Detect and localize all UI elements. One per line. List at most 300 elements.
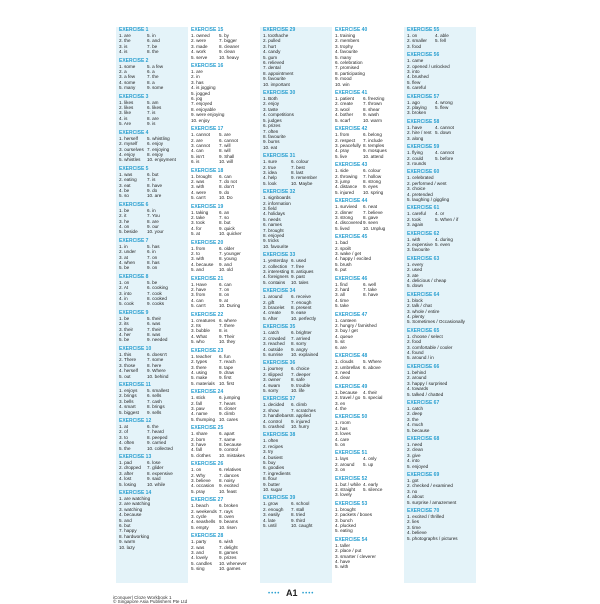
answer-item: 8. participating	[335, 70, 365, 76]
answer-item: 8. antiques	[291, 269, 314, 275]
answer-item: 4. only	[363, 456, 377, 462]
answer-item: 1. on	[119, 279, 130, 285]
answer-item: 3. buy / get	[335, 328, 358, 334]
answer-item: 4. fall	[191, 447, 202, 453]
exercise-title: EXERCISE 8	[119, 273, 149, 280]
answer-item: 9. on	[147, 265, 158, 271]
answer-item: 4. holidays	[263, 211, 285, 217]
answer-item: 5. take	[335, 303, 349, 309]
exercise-title: EXERCISE 35	[263, 324, 296, 331]
answer-item: 4. happy / excited	[335, 256, 372, 262]
answer-item: 3. after	[119, 470, 134, 476]
answer-item: 7. arrived	[291, 335, 311, 341]
answer-item: 6. relieved	[263, 60, 285, 66]
answer-row	[335, 118, 404, 123]
exercise-block	[119, 202, 188, 235]
answer-item: 3. loves	[335, 431, 351, 437]
answer-item: 3. from	[191, 292, 206, 298]
answer-item: 8. cooked	[147, 296, 167, 302]
answer-item: 2. spoilt	[335, 245, 351, 251]
answer-item: 10. lazy	[119, 544, 135, 550]
answer-item: 5. surprise / amazement	[407, 499, 457, 505]
exercise-title: EXERCISE 48	[335, 353, 368, 360]
answer-item: 5. crashed	[263, 423, 285, 429]
answer-item: 2. dinner	[335, 209, 353, 215]
answer-item: 8. enjoyed	[263, 233, 285, 238]
answer-item: 7. cash	[147, 398, 162, 404]
answer-item: 1. Both	[263, 96, 278, 102]
answer-item: 8. expensive	[147, 470, 173, 476]
answer-item: 9. carried	[147, 440, 167, 446]
answer-item: 5. look	[263, 180, 277, 186]
answer-item: 3. is	[119, 43, 128, 49]
answer-item: 2. respect	[335, 137, 356, 143]
answer-item: 1. owned	[191, 33, 210, 38]
answer-item: 8. young	[219, 256, 237, 262]
exercise-title: EXERCISE 42	[335, 126, 368, 133]
exercise-block	[407, 231, 476, 253]
answer-item: 10. Maybe	[291, 180, 313, 186]
answer-item: 2. was	[191, 544, 205, 550]
answer-item: 3. favourite	[407, 247, 430, 253]
answer-row	[407, 500, 476, 505]
answer-item: 7. is	[147, 177, 156, 183]
answer-item: 5. whistling	[147, 135, 170, 141]
answer-item: 4. delicious / cheap	[407, 278, 447, 283]
answer-item: 4. on	[119, 223, 130, 229]
answer-column	[260, 27, 332, 583]
answer-item: 2. weekends	[191, 508, 217, 514]
answer-item: 5. cook	[119, 301, 134, 307]
answer-item: 7. enjoying	[147, 146, 170, 152]
exercise-block	[407, 205, 476, 227]
answer-item: 1. side	[335, 168, 349, 174]
answer-item: 5. the	[119, 445, 131, 451]
answer-item: 5. sing	[191, 566, 205, 572]
answer-item: 10. Unplug	[363, 225, 386, 231]
answer-item: 1. choose / select	[407, 333, 443, 339]
answer-item: 6. enjoy	[147, 141, 164, 147]
exercise-title: EXERCISE 5	[119, 165, 149, 172]
answer-item: 3. bracelet	[263, 305, 285, 311]
exercise-title: EXERCISE 40	[335, 27, 368, 33]
answer-item: 7. include	[363, 137, 383, 143]
answer-item: 6. but	[119, 523, 131, 529]
exercise-block	[335, 384, 404, 412]
answer-item: 1. excited / thrilled	[407, 514, 445, 519]
answer-row	[335, 303, 404, 308]
answer-item: 4. plucked	[335, 523, 356, 529]
exercise-title: EXERCISE 41	[335, 90, 368, 97]
answer-item: 1. patient	[335, 96, 354, 102]
answer-item: 8. because	[219, 441, 242, 447]
answer-item: 1. on	[191, 467, 202, 473]
answer-row	[191, 339, 260, 344]
answer-item: 1. pad	[119, 459, 132, 465]
answer-row	[335, 345, 404, 350]
answer-item: 3. strong	[335, 214, 353, 220]
answer-item: 8. has	[147, 260, 160, 265]
answer-item: 7. free	[291, 263, 305, 269]
exercise-title: EXERCISE 12	[119, 417, 152, 424]
answer-item: 2. food	[407, 339, 422, 345]
exercise-block	[335, 27, 404, 87]
exercise-block	[263, 27, 332, 87]
answer-item: 5. down	[435, 130, 452, 136]
answer-item: 7. thrown	[363, 101, 382, 107]
answer-item: 3. wake / get	[335, 251, 362, 256]
answer-item: 10. warm	[363, 117, 382, 123]
answer-item: 9. beams	[219, 519, 238, 525]
answer-row	[335, 564, 404, 569]
answer-item: 7. on	[219, 287, 230, 293]
answer-item: 1. journey	[263, 366, 284, 372]
answer-item: 4. be	[119, 187, 130, 193]
answer-item: 6. brighter	[291, 330, 312, 336]
answer-item: 2. fall	[191, 400, 202, 406]
exercise-title: EXERCISE 49	[335, 383, 368, 390]
answer-row	[335, 406, 404, 411]
answer-item: 3. the	[407, 416, 419, 422]
answer-item: 1. got	[407, 477, 419, 483]
answer-row	[407, 283, 476, 288]
exercise-block	[119, 346, 188, 379]
exercise-block	[191, 240, 260, 273]
footer-publisher: © Singapore Asia Publishers Pte Ltd	[113, 599, 188, 604]
answer-row	[407, 85, 476, 90]
exercise-title: EXERCISE 59	[407, 144, 440, 151]
exercise-title: EXERCISE 58	[407, 118, 440, 125]
answer-item: 5. losing	[119, 481, 137, 487]
answer-item: 3. hurt	[263, 43, 277, 49]
answer-item: 1. sure	[263, 159, 278, 165]
answer-item: 1. from	[191, 245, 206, 251]
answer-item: 4. towards	[407, 386, 429, 392]
answer-item: 5. their	[147, 315, 162, 321]
answer-item: 4. cannot	[435, 150, 454, 156]
answer-item: 4. enjoy	[119, 151, 136, 157]
answer-row	[191, 118, 260, 123]
answer-item: 8. favourite	[263, 133, 286, 139]
answer-item: 5. many	[335, 54, 352, 60]
answer-row	[191, 489, 260, 494]
answer-item: 9. climb	[219, 411, 235, 417]
answer-item: 2. There	[119, 357, 137, 363]
answer-item: 1. careful	[407, 211, 426, 217]
exercise-title: EXERCISE 6	[119, 201, 149, 208]
answer-item: 8. the	[147, 49, 159, 55]
exercise-block	[335, 276, 404, 309]
answer-item: 2. hire / rent	[407, 130, 432, 136]
answer-row	[335, 226, 404, 231]
exercise-block	[119, 238, 188, 271]
answer-item: 6. are	[335, 344, 347, 350]
answer-row	[119, 121, 188, 126]
answer-item: 6. was	[147, 321, 161, 327]
answer-item: 3. choice	[407, 186, 426, 192]
answer-item: 1. are	[119, 33, 131, 38]
answer-item: 4. foreigners	[263, 274, 289, 280]
exercise-title: EXERCISE 11	[119, 381, 151, 388]
answer-item: 5. sit	[335, 339, 345, 345]
answer-item: 4. because	[119, 512, 142, 518]
answer-item: 4. often	[119, 440, 135, 446]
answer-item: 5. up	[363, 461, 374, 467]
answer-item: 1. cannot	[191, 132, 210, 138]
exercise-title: EXERCISE 43	[335, 162, 368, 169]
exercise-block	[191, 168, 260, 201]
answer-item: 1. herself	[119, 135, 138, 141]
answer-item: 8. is	[219, 328, 228, 334]
exercise-block	[191, 461, 260, 494]
answer-item: 4. lost	[119, 476, 132, 482]
answer-item: 3. there	[191, 364, 207, 370]
answer-item: 4. distance	[335, 184, 358, 190]
answer-item: 10. spring	[363, 189, 384, 195]
exercise-block	[191, 312, 260, 345]
answer-item: 2. information	[263, 200, 291, 206]
answer-item: 3. rounds	[407, 160, 427, 166]
answer-item: 3. has	[191, 79, 204, 85]
answer-item: 7. cook	[147, 290, 162, 296]
answer-item: 6. likes	[147, 105, 162, 111]
exercise-block	[191, 63, 260, 123]
exercise-title: EXERCISE 56	[407, 52, 440, 59]
answer-item: 5. because	[407, 427, 430, 433]
answer-item: 2. was	[191, 178, 205, 184]
answer-item: 6. in	[147, 207, 156, 213]
answer-item: 5. materials	[191, 380, 215, 386]
answer-item: 6. names	[263, 222, 282, 228]
answer-item: 9. is	[147, 121, 156, 127]
exercise-block	[335, 476, 404, 498]
answer-item: 5. isn't	[191, 153, 205, 159]
answer-row	[119, 85, 188, 90]
exercise-title: EXERCISE 25	[191, 425, 224, 432]
answer-item: 5. be	[119, 265, 130, 271]
answer-item: 8. gave	[363, 214, 379, 220]
answer-item: 2. were	[191, 38, 207, 44]
answer-item: 6. can	[219, 173, 232, 179]
answer-item: 2. are watching	[119, 501, 151, 507]
answer-item: 9. favourite	[263, 76, 286, 82]
answer-item: 5. needs	[263, 216, 281, 222]
answer-item: 4. is jogging	[191, 85, 216, 91]
answer-item: 8. cleaner	[219, 43, 240, 49]
answer-item: 9. tricks	[263, 238, 279, 244]
answer-item: 1. bad	[335, 240, 348, 246]
exercise-title: EXERCISE 60	[407, 169, 440, 176]
exercise-title: EXERCISE 46	[335, 275, 368, 282]
exercise-block	[335, 414, 404, 447]
answer-item: 3. ate	[407, 272, 419, 278]
answer-item: 6. freezing	[363, 96, 385, 102]
answer-item: 5. so	[119, 193, 129, 199]
answer-item: 4. cannot	[435, 124, 454, 130]
answer-item: 6. apart	[219, 431, 235, 437]
exercise-title: EXERCISE 52	[335, 475, 368, 482]
answer-item: 1. this	[119, 351, 132, 357]
answer-item: 2. packets / boxes	[335, 512, 373, 518]
answer-item: 1. every	[407, 261, 424, 267]
exercise-title: EXERCISE 20	[191, 239, 224, 246]
answer-item: 2. its	[119, 321, 129, 327]
answer-item: 4. the	[335, 405, 347, 411]
answer-item: 10. During	[219, 303, 241, 309]
answer-item: 4. discovered	[335, 220, 363, 226]
answer-item: 6. jog	[191, 96, 203, 102]
answer-item: 7. younger	[219, 251, 241, 256]
answer-row	[335, 528, 404, 533]
answer-item: 10. will	[219, 159, 234, 165]
answer-item: 3. made	[191, 43, 208, 49]
answer-item: 6. doesn't	[147, 351, 167, 357]
answer-item: 4. candy	[263, 49, 281, 55]
exercise-title: EXERCISE 68	[407, 435, 440, 442]
answer-item: 8. don't	[219, 184, 234, 190]
answer-item: 3. peacefully	[335, 142, 361, 148]
answer-item: 10. sugar	[263, 487, 283, 493]
answer-item: 6. an	[219, 209, 230, 215]
answer-item: 5. lived	[335, 225, 350, 231]
answer-item: 6. is	[191, 159, 200, 165]
exercise-title: EXERCISE 14	[119, 490, 152, 496]
answer-item: 9. mood	[335, 76, 352, 82]
answer-row	[191, 267, 260, 272]
answer-item: 7. heard	[147, 429, 164, 435]
answer-item: 5. thumping	[191, 416, 216, 422]
exercise-block	[119, 27, 188, 55]
answer-item: 3. cycle	[191, 514, 207, 520]
answer-item: 1. from	[335, 132, 350, 138]
answer-item: 8. a	[147, 79, 155, 85]
answer-item: 5. flew	[407, 79, 421, 85]
answer-item: 3. believe	[191, 478, 211, 483]
answer-item: 8. peeped	[147, 434, 168, 440]
answer-item: 5. down	[407, 283, 424, 289]
answer-item: 2. a	[119, 69, 127, 75]
answer-item: 7. brought	[263, 227, 284, 233]
answer-item: 1. be	[119, 207, 130, 213]
exercise-block	[407, 52, 476, 90]
exercise-block	[191, 204, 260, 237]
exercise-title: EXERCISE 21	[191, 275, 224, 282]
answer-item: 1. came	[407, 58, 424, 64]
answer-row	[191, 525, 260, 530]
answer-item: 4. is	[119, 49, 128, 55]
exercise-title: EXERCISE 31	[263, 153, 296, 160]
answer-item: 5. silence	[363, 487, 383, 492]
exercise-title: EXERCISE 1	[119, 27, 149, 33]
answer-item: 7. is	[147, 110, 156, 116]
answer-item: 2. performed / went	[407, 180, 447, 186]
answer-row	[191, 55, 260, 60]
answer-item: 5. empty	[191, 524, 209, 530]
exercise-block	[407, 472, 476, 505]
answer-item: 3. lovely	[335, 492, 352, 498]
answer-item: 5. by	[219, 33, 229, 38]
exercise-block	[335, 312, 404, 350]
answer-item: 1. Have	[191, 281, 207, 287]
answer-item: 9. butter	[263, 481, 280, 487]
answer-item: 3. like	[119, 110, 132, 116]
answer-item: 5. Are	[119, 121, 132, 127]
answer-item: 5. clothes	[191, 452, 211, 458]
answer-item: 2. hard	[335, 287, 350, 293]
answer-item: 2. create	[335, 101, 353, 107]
answer-item: 5. at	[191, 231, 200, 237]
answer-item: 10. feast	[219, 488, 237, 494]
answer-item: 2. myself	[119, 141, 138, 147]
answer-item: 4. during	[435, 236, 453, 242]
answer-item: 4. have	[335, 559, 351, 565]
answer-item: 5. in	[147, 33, 156, 38]
answer-item: 8. but	[219, 220, 231, 226]
answer-item: 5. am	[147, 99, 159, 105]
answer-row	[263, 280, 332, 285]
answer-item: 3. interesting	[263, 269, 290, 275]
answer-item: 6. and	[147, 38, 160, 44]
exercise-block	[263, 189, 332, 249]
answer-row	[407, 355, 476, 360]
exercise-title: EXERCISE 67	[407, 399, 440, 406]
answer-item: 3. field	[263, 205, 277, 211]
answer-item: 2. Why	[191, 472, 206, 478]
answer-item: 3. need	[335, 369, 351, 375]
exercise-block	[407, 400, 476, 433]
answer-row	[335, 154, 404, 159]
answer-row	[191, 195, 260, 200]
answer-item: 4. late	[263, 517, 276, 523]
answer-item: 10. old	[219, 267, 233, 273]
answer-item: 6. a	[147, 69, 155, 75]
exercise-block	[335, 501, 404, 534]
answer-item: 8. brings	[147, 404, 165, 410]
answer-item: 1. canteen	[335, 317, 357, 323]
answer-item: 3. with	[191, 184, 205, 190]
answer-item: 7. there	[219, 323, 235, 329]
answer-item: 3. he	[119, 218, 130, 224]
answer-item: 5. brush	[335, 261, 352, 267]
exercise-block	[263, 153, 332, 186]
answer-item: 8. tape	[219, 364, 234, 370]
answer-item: 7. on	[147, 254, 158, 260]
answer-column	[404, 27, 476, 583]
answer-row	[263, 316, 332, 321]
answer-item: 6. cannot	[219, 137, 238, 143]
answer-item: 10. perfectly	[291, 315, 317, 321]
answer-item: 1. need	[407, 441, 423, 447]
answer-row	[335, 442, 404, 447]
answer-item: 10. they	[219, 339, 236, 345]
answer-item: 8. are	[147, 115, 159, 121]
answer-item: 1. beach	[191, 503, 209, 509]
answer-item: 4. or	[435, 211, 445, 217]
answer-item: 4. work	[191, 49, 206, 55]
answer-item: 4. their	[363, 389, 378, 395]
answer-item: 5. even	[435, 241, 451, 247]
answer-row	[407, 536, 476, 541]
page-number-dots-left: ••••	[268, 591, 281, 597]
answer-item: 1. yesterday	[263, 258, 289, 264]
answer-item: 9. cooks	[147, 301, 165, 307]
answer-item: 3. time	[407, 524, 421, 530]
answer-item: 10. are	[147, 193, 162, 199]
answer-item: 7. scratches	[291, 407, 316, 413]
answer-item: 3. into	[119, 290, 132, 296]
answer-item: 4. into	[407, 458, 420, 464]
answer-row	[263, 244, 332, 249]
